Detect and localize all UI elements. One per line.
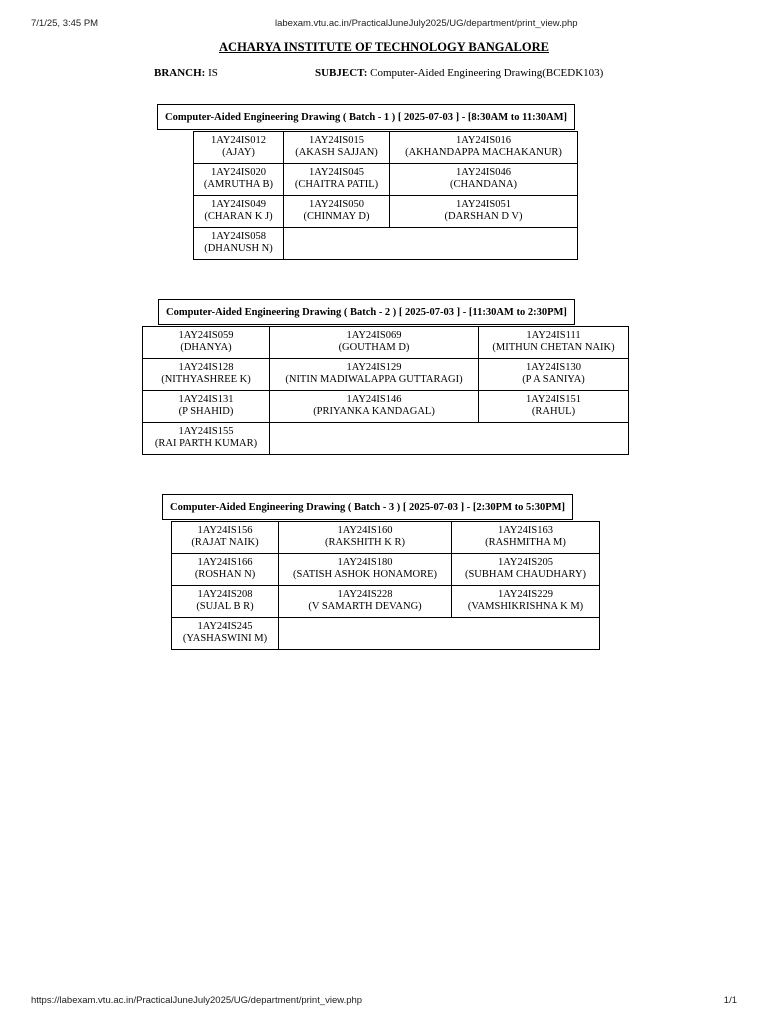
student-name: (RAI PARTH KUMAR)	[154, 438, 258, 449]
student-cell	[143, 359, 270, 391]
print-page-count: 1/1	[723, 995, 737, 1006]
student-name: (AMRUTHA B)	[203, 179, 274, 190]
student-usn: 1AY24IS128	[178, 362, 234, 373]
student-usn: 1AY24IS245	[197, 621, 253, 632]
student-usn: 1AY24IS129	[346, 362, 402, 373]
student-name: (GOUTHAM D)	[338, 342, 410, 353]
student-cell	[194, 228, 284, 260]
student-name: (DHANYA)	[180, 342, 232, 353]
student-cell	[270, 391, 479, 423]
batch-2-table	[142, 326, 629, 455]
student-usn: 1AY24IS166	[197, 557, 253, 568]
student-cell	[452, 554, 600, 586]
table-row	[143, 359, 629, 391]
branch-line	[154, 67, 218, 79]
student-usn: 1AY24IS151	[525, 394, 582, 405]
student-cell	[143, 391, 270, 423]
student-name: (CHINMAY D)	[303, 211, 370, 222]
student-usn: 1AY24IS058	[210, 231, 267, 242]
student-cell	[284, 164, 390, 196]
batch-1-body	[194, 132, 578, 260]
student-name: (ROSHAN N)	[194, 569, 256, 580]
subject-line	[315, 67, 603, 79]
student-name: (PRIYANKA KANDAGAL)	[313, 406, 435, 417]
print-timestamp: 7/1/25, 3:45 PM	[31, 18, 99, 29]
student-usn: 1AY24IS012	[210, 135, 267, 146]
student-cell	[284, 132, 390, 164]
batch-3-table	[171, 521, 600, 650]
student-name: (SATISH ASHOK HONAMORE)	[292, 569, 438, 580]
student-cell	[284, 196, 390, 228]
student-cell	[390, 132, 578, 164]
student-usn: 1AY24IS229	[497, 589, 554, 600]
empty-cell	[279, 618, 600, 650]
empty-cell	[270, 423, 629, 455]
student-usn: 1AY24IS130	[525, 362, 582, 373]
batch-3-title: Computer-Aided Engineering Drawing ( Batch - 3 ) [ 2025-07-03 ] - [2:30PM to 5:30PM]	[162, 494, 573, 520]
table-row	[194, 196, 578, 228]
table-row	[143, 327, 629, 359]
student-name: (DARSHAN D V)	[444, 211, 523, 222]
student-name: (P A SANIYA)	[522, 374, 585, 385]
table-row	[143, 391, 629, 423]
student-name: (RAKSHITH K R)	[325, 537, 405, 548]
student-usn: 1AY24IS228	[337, 589, 393, 600]
student-cell	[479, 327, 629, 359]
student-usn: 1AY24IS155	[178, 426, 234, 437]
student-cell	[452, 586, 600, 618]
student-usn: 1AY24IS156	[197, 525, 253, 536]
student-name: (YASHASWINI M)	[182, 633, 268, 644]
student-usn: 1AY24IS205	[497, 557, 554, 568]
student-cell	[479, 359, 629, 391]
student-usn: 1AY24IS163	[497, 525, 554, 536]
student-usn: 1AY24IS160	[337, 525, 393, 536]
student-cell	[270, 327, 479, 359]
student-usn: 1AY24IS050	[308, 199, 365, 210]
student-name: (RAJAT NAIK)	[191, 537, 259, 548]
student-cell	[194, 196, 284, 228]
student-name: (SUJAL B R)	[196, 601, 254, 612]
table-row	[194, 164, 578, 196]
student-name: (NITHYASHREE K)	[161, 374, 251, 385]
table-row	[172, 522, 600, 554]
student-cell	[279, 554, 452, 586]
student-name: (AJAY)	[222, 147, 255, 158]
student-name: (V SAMARTH DEVANG)	[308, 601, 422, 612]
batch-1-table	[193, 131, 578, 260]
student-cell	[479, 391, 629, 423]
student-name: (RASHMITHA M)	[485, 537, 566, 548]
student-name: (CHARAN K J)	[204, 211, 273, 222]
student-usn: 1AY24IS069	[346, 330, 402, 341]
student-name: (P SHAHID)	[178, 406, 234, 417]
table-row	[194, 132, 578, 164]
print-page-url: labexam.vtu.ac.in/PracticalJuneJuly2025/UG/department/print_view.php	[275, 18, 578, 29]
student-usn: 1AY24IS208	[197, 589, 253, 600]
student-name: (AKHANDAPPA MACHAKANUR)	[405, 147, 562, 158]
batch-2-title: Computer-Aided Engineering Drawing ( Batch - 2 ) [ 2025-07-03 ] - [11:30AM to 2:30PM]	[158, 299, 575, 325]
subject-label: SUBJECT:	[315, 67, 368, 79]
student-usn: 1AY24IS049	[210, 199, 267, 210]
student-cell	[452, 522, 600, 554]
student-name: (AKASH SAJJAN)	[295, 147, 378, 158]
student-usn: 1AY24IS051	[455, 199, 512, 210]
student-cell	[279, 586, 452, 618]
student-name: (CHANDANA)	[449, 179, 518, 190]
student-usn: 1AY24IS015	[308, 135, 365, 146]
student-usn: 1AY24IS059	[178, 330, 234, 341]
student-cell	[172, 618, 279, 650]
student-usn: 1AY24IS046	[455, 167, 512, 178]
table-row	[172, 618, 600, 650]
student-usn: 1AY24IS020	[210, 167, 267, 178]
student-name: (MITHUN CHETAN NAIK)	[492, 342, 615, 353]
table-row	[172, 554, 600, 586]
batch-2-body	[143, 327, 629, 455]
student-usn: 1AY24IS146	[346, 394, 402, 405]
table-row	[143, 423, 629, 455]
student-name: (DHANUSH N)	[204, 243, 273, 254]
empty-cell	[284, 228, 578, 260]
branch-value: IS	[208, 67, 218, 79]
student-usn: 1AY24IS045	[308, 167, 365, 178]
student-name: (RAHUL)	[531, 406, 576, 417]
student-cell	[172, 554, 279, 586]
student-usn: 1AY24IS180	[337, 557, 393, 568]
student-name: (NITIN MADIWALAPPA GUTTARAGI)	[285, 374, 463, 385]
student-cell	[194, 132, 284, 164]
student-usn: 1AY24IS131	[178, 394, 234, 405]
student-cell	[270, 359, 479, 391]
student-name: (VAMSHIKRISHNA K M)	[467, 601, 584, 612]
batch-1-title: Computer-Aided Engineering Drawing ( Batch - 1 ) [ 2025-07-03 ] - [8:30AM to 11:30AM]	[157, 104, 575, 130]
print-footer-url: https://labexam.vtu.ac.in/PracticalJuneJuly2025/UG/department/print_view.php	[31, 995, 363, 1006]
student-name: (SUBHAM CHAUDHARY)	[464, 569, 587, 580]
student-usn: 1AY24IS016	[455, 135, 512, 146]
table-row	[194, 228, 578, 260]
batch-3-body	[172, 522, 600, 650]
student-cell	[172, 522, 279, 554]
college-title: ACHARYA INSTITUTE OF TECHNOLOGY BANGALORE	[219, 40, 549, 54]
student-cell	[194, 164, 284, 196]
student-usn: 1AY24IS111	[526, 330, 581, 341]
table-row	[172, 586, 600, 618]
student-cell	[390, 196, 578, 228]
student-cell	[143, 423, 270, 455]
student-cell	[172, 586, 279, 618]
student-cell	[390, 164, 578, 196]
student-cell	[279, 522, 452, 554]
branch-label: BRANCH:	[154, 67, 206, 79]
student-cell	[143, 327, 270, 359]
student-name: (CHAITRA PATIL)	[294, 179, 379, 190]
subject-value: Computer-Aided Engineering Drawing(BCEDK103)	[370, 67, 604, 79]
